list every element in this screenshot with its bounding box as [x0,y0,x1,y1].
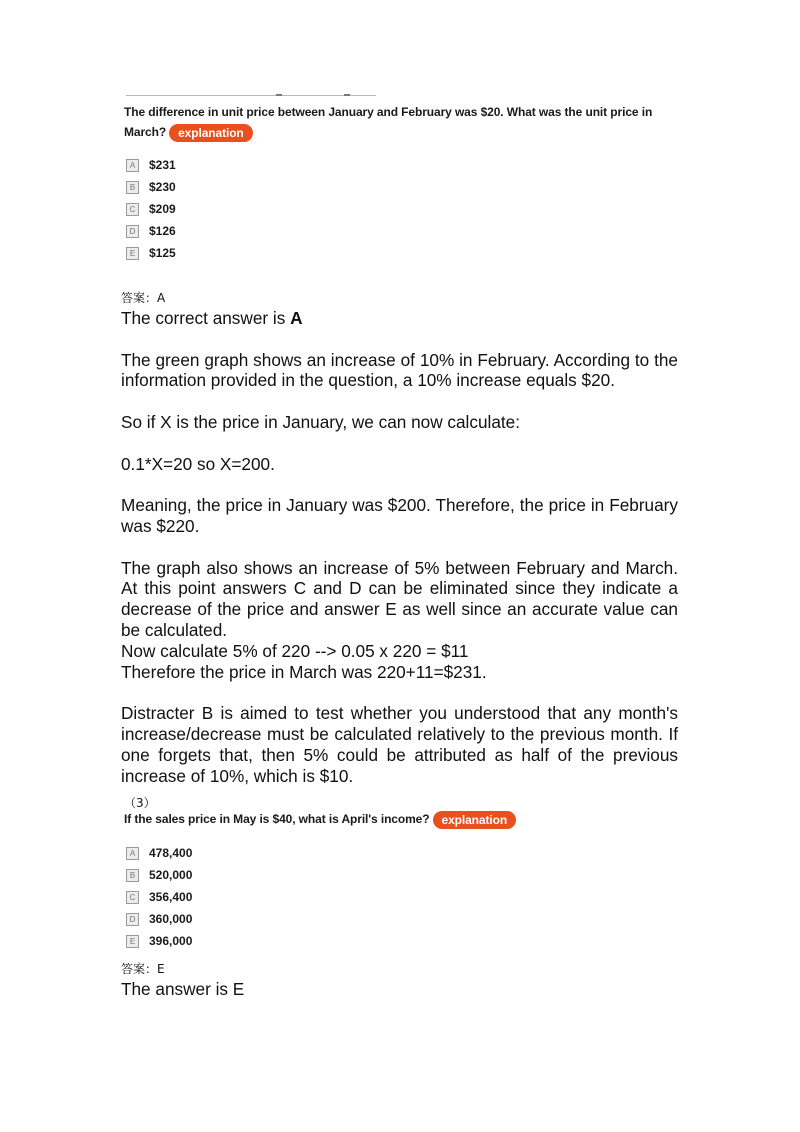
question-2-options [126,154,176,264]
q3-option-c[interactable] [126,886,192,908]
q3-option-a[interactable] [126,842,192,864]
option-c-text: $209 [149,202,176,216]
option-c[interactable] [126,198,176,220]
cropped-top-edge [126,95,376,99]
q3-option-b-text: 520,000 [149,868,193,882]
correct-answer-prefix: The correct answer is [121,308,291,328]
question-3-options [126,842,192,952]
answer-label-q2: 答案：A [121,291,166,305]
answer-label-q3: 答案：E [121,962,165,976]
correct-answer-letter: A [290,308,303,328]
q3-option-c-icon: C [126,891,139,904]
paragraph-6: Now calculate 5% of 220 --> 0.05 x 220 = $11 [121,640,469,661]
option-e-icon: E [126,247,139,260]
option-c-icon: C [126,203,139,216]
explanation-body-q2 [121,308,678,786]
answer-text-q3: The answer is E [121,979,245,999]
question-3-number: （3） [124,796,156,810]
paragraph-8: Distracter B is aimed to test whether you understood that any month's increase/decrease must be calculated relatively to the previous month. If one forgets that, then 5% could be attributed as half of the previous increase of 10%, which is $10. [121,703,678,786]
option-d-icon: D [126,225,139,238]
q3-option-d-text: 360,000 [149,912,193,926]
option-e-text: $125 [149,246,176,260]
q3-option-e-text: 396,000 [149,934,193,948]
explanation-button-q3[interactable]: explanation [433,811,517,829]
option-e[interactable] [126,242,176,264]
q3-option-a-icon: A [126,847,139,860]
paragraph-4: Meaning, the price in January was $200. Therefore, the price in February was $220. [121,495,678,536]
question-3-label: If the sales price in May is $40, what is April's income? [124,812,430,826]
question-2-text [124,102,684,142]
option-a[interactable] [126,154,176,176]
paragraph-5: The graph also shows an increase of 5% between February and March. At this point answers C and D can be eliminated since they indicate a decrease of the price and answer E as well since an accurate value can be calculated. [121,557,678,640]
paragraph-7: Therefore the price in March was 220+11=$231. [121,661,487,682]
option-b-text: $230 [149,180,176,194]
option-d[interactable] [126,220,176,242]
q3-option-c-text: 356,400 [149,890,193,904]
q3-option-e[interactable] [126,930,192,952]
q3-option-d-icon: D [126,913,139,926]
q3-option-e-icon: E [126,935,139,948]
paragraph-3: 0.1*X=20 so X=200. [121,453,275,474]
explanation-button-q2[interactable]: explanation [169,124,253,142]
option-a-text: $231 [149,158,176,172]
correct-answer-line [121,308,678,329]
option-a-icon: A [126,159,139,172]
paragraph-1: The green graph shows an increase of 10% in February. According to the information provided in the question, a 10% increase equals $20. [121,349,678,391]
option-b-icon: B [126,181,139,194]
q3-option-b[interactable] [126,864,192,886]
paragraph-2: So if X is the price in January, we can now calculate: [121,411,521,432]
q3-option-b-icon: B [126,869,139,882]
q3-option-a-text: 478,400 [149,846,193,860]
option-d-text: $126 [149,224,176,238]
question-2-label: The difference in unit price between January and February was $20. What was the unit price in March? [124,105,653,139]
question-3-text [124,809,684,829]
q3-option-d[interactable] [126,908,192,930]
option-b[interactable] [126,176,176,198]
